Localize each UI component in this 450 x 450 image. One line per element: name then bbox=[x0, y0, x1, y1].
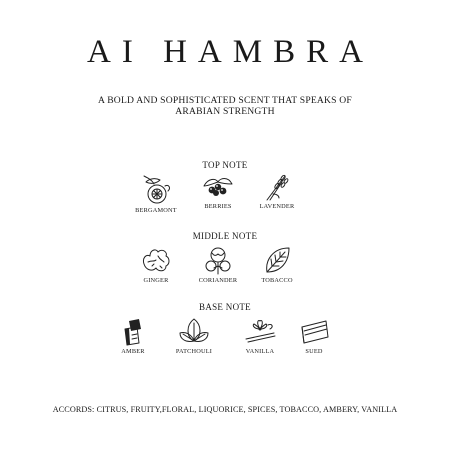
note-label: CORIANDER bbox=[198, 277, 238, 284]
note-patchouli bbox=[162, 315, 226, 355]
note-label: PATCHOULI bbox=[175, 348, 213, 355]
brand-title: AI HAMBRA bbox=[87, 34, 374, 70]
tagline bbox=[75, 95, 375, 117]
middle-note-title: MIDDLE NOTE bbox=[192, 231, 258, 241]
note-label: GINGER bbox=[143, 277, 169, 284]
coriander-icon bbox=[200, 244, 236, 276]
suede-icon bbox=[296, 315, 332, 347]
vanilla-icon bbox=[242, 315, 278, 347]
note-label: LAVENDER bbox=[259, 203, 295, 210]
note-berries bbox=[186, 172, 250, 210]
ginger-icon bbox=[138, 244, 174, 276]
tagline-line-2: ARABIAN STRENGTH bbox=[175, 106, 275, 117]
note-bergamot bbox=[124, 172, 188, 214]
note-label: BERGAMONT bbox=[135, 207, 177, 214]
note-coriander bbox=[186, 244, 250, 284]
note-ginger bbox=[124, 244, 188, 284]
tagline-line-1: A BOLD AND SOPHISTICATED SCENT THAT SPEAKS OF bbox=[98, 95, 352, 106]
note-tobacco bbox=[245, 244, 309, 284]
bergamot-icon bbox=[138, 172, 174, 206]
note-label: VANILLA bbox=[245, 348, 275, 355]
note-label: TOBACCO bbox=[261, 277, 293, 284]
tobacco-leaf-icon bbox=[259, 244, 295, 276]
note-suede bbox=[282, 315, 346, 355]
note-label: BERRIES bbox=[204, 203, 232, 210]
note-amber bbox=[101, 315, 165, 355]
note-lavender bbox=[245, 172, 309, 210]
lavender-icon bbox=[259, 172, 295, 202]
note-label: SUED bbox=[305, 348, 323, 355]
note-label: AMBER bbox=[121, 348, 145, 355]
amber-icon bbox=[115, 315, 151, 347]
base-note-title: BASE NOTE bbox=[199, 302, 251, 312]
top-note-title: TOP NOTE bbox=[202, 160, 248, 170]
accords-line: ACCORDS: CITRUS, FRUITY,FLORAL, LIQUORICE, SPICES, TOBACCO, AMBERY, VANILLA bbox=[52, 405, 398, 414]
patchouli-icon bbox=[176, 315, 212, 347]
berries-icon bbox=[200, 172, 236, 202]
